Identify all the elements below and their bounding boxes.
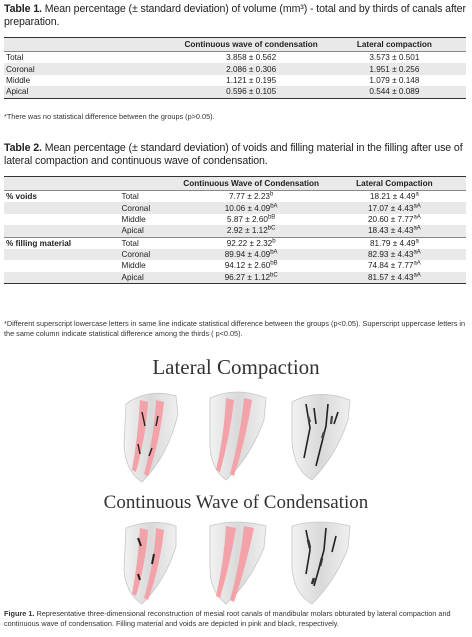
cwc-renderings xyxy=(118,518,358,606)
lc-value: 3.573 ± 0.501 xyxy=(369,53,420,63)
group-label-filling: % filling material xyxy=(6,238,72,248)
cwc-value: $94.12 \pm 2.60^{bB}$ xyxy=(224,260,278,271)
table1-header-cwc: Continuous wave of condensation xyxy=(184,40,318,49)
lc-value: $17.07 \pm 4.43^{aA}$ xyxy=(367,202,421,213)
lc-value: 1.079 ± 0.148 xyxy=(369,75,420,85)
table2-header-third xyxy=(120,177,180,191)
figure-caption-text: Representative three-dimensional reconstruction of mesial root canals of mandibular molars obturated by lateral compaction and continuous wave of condensation. Filling material and voids are depicted in pink and black, respectively. xyxy=(4,609,451,628)
table2-header-lc: Lateral Compaction xyxy=(356,179,433,188)
table2-header-cwc: Continuous Wave of Condensation xyxy=(183,179,319,188)
figure-caption xyxy=(4,609,466,628)
table-row xyxy=(4,202,466,213)
table-row xyxy=(4,75,466,86)
table1-caption-text: Mean percentage (± standard deviation) of volume (mm³) - total and by thirds of canals after preparation. xyxy=(4,3,466,28)
lc-value: 18.21 ± 4.49$^a$ xyxy=(369,191,419,202)
cwc-value: 7.77 ± 2.23$^b$ xyxy=(229,191,274,202)
table2-note: *Different superscript lowercase letters in same line indicate statistical difference between the groups (p<0.05). Superscript uppercase letters in the same column indicate statistical difference among the thirds ( p<0.05). xyxy=(4,319,466,338)
lc-value: $81.57 \pm 4.43^{aA}$ xyxy=(367,272,421,282)
table-row xyxy=(4,272,466,284)
table2-caption-label: Table 2. xyxy=(4,142,42,154)
row-label: Apical xyxy=(6,87,29,97)
table-row xyxy=(4,225,466,237)
cwc-value: 3.858 ± 0.562 xyxy=(226,53,277,63)
cwc-value: $89.94 \pm 4.09^{bA}$ xyxy=(224,249,278,260)
cwc-value: 0.596 ± 0.105 xyxy=(226,87,277,97)
figure-title-lateral: Lateral Compaction xyxy=(152,355,320,379)
lc-value: $18.43 \pm 4.43^{aA}$ xyxy=(367,225,421,236)
table1-caption-label: Table 1. xyxy=(4,3,42,15)
lc-value: $82.93 \pm 4.43^{aA}$ xyxy=(367,249,421,260)
table-row xyxy=(4,86,466,98)
group-label-voids: % voids xyxy=(6,192,37,202)
table-row xyxy=(4,260,466,271)
figure-title-cwc: Continuous Wave of Condensation xyxy=(103,492,369,513)
row-label: Middle xyxy=(6,75,31,85)
row-label: Coronal xyxy=(6,64,35,74)
root-model-lc-1 xyxy=(124,393,178,482)
table1-header-lc: Lateral compaction xyxy=(356,40,432,49)
table2-caption xyxy=(4,142,466,168)
table2 xyxy=(4,176,466,284)
table1 xyxy=(4,37,466,99)
third-label: Coronal xyxy=(121,250,151,260)
table1-header-empty xyxy=(4,38,180,52)
table1-caption xyxy=(4,3,466,29)
table2-caption-text: Mean percentage (± standard deviation) of voids and filling material in the filling after use of lateral compaction and continuous wave of condensation. xyxy=(4,142,463,167)
table-row xyxy=(4,63,466,74)
table1-note: *There was no statistical difference between the groups (p>0.05). xyxy=(4,112,215,121)
cwc-value: 92.22 ± 2.32$^b$ xyxy=(226,237,276,248)
lateral-compaction-renderings xyxy=(118,386,358,486)
root-model-lc-2 xyxy=(210,392,266,480)
third-label: Apical xyxy=(121,272,144,282)
table-row xyxy=(4,191,466,203)
third-label: Total xyxy=(121,192,139,202)
lc-value: 81.79 ± 4.49$^a$ xyxy=(369,237,419,248)
cwc-value: $5.87 \pm 2.60^{bB}$ xyxy=(227,214,276,224)
root-model-cwc-1 xyxy=(124,522,176,604)
lc-value: 1.951 ± 0.256 xyxy=(369,64,420,74)
lc-value: $74.84 \pm 7.77^{aA}$ xyxy=(367,260,421,271)
root-model-lc-3 xyxy=(292,394,350,480)
cwc-value: 1.121 ± 0.195 xyxy=(226,75,277,85)
table-row xyxy=(4,249,466,260)
cwc-value: $2.92 \pm 1.12^{bC}$ xyxy=(226,225,276,236)
cwc-value: 2.086 ± 0.306 xyxy=(226,64,277,74)
lc-value: $20.60 \pm 7.77^{aA}$ xyxy=(367,214,421,224)
cwc-value: $10.06 \pm 4.09^{bA}$ xyxy=(224,202,278,213)
table-row xyxy=(4,214,466,225)
row-label: Total xyxy=(6,53,24,63)
table-row xyxy=(4,52,466,64)
third-label: Coronal xyxy=(121,203,151,213)
figure-caption-label: Figure 1. xyxy=(4,609,35,618)
third-label: Apical xyxy=(121,226,144,236)
root-model-cwc-2 xyxy=(210,522,266,604)
lc-value: 0.544 ± 0.089 xyxy=(369,87,420,97)
third-label: Middle xyxy=(121,214,146,224)
table2-header-group xyxy=(4,177,120,191)
cwc-value: $96.27 \pm 1.12^{bC}$ xyxy=(224,272,278,282)
root-model-cwc-3 xyxy=(292,522,350,604)
table-row xyxy=(4,237,466,249)
third-label: Middle xyxy=(121,261,146,271)
third-label: Total xyxy=(121,238,139,248)
